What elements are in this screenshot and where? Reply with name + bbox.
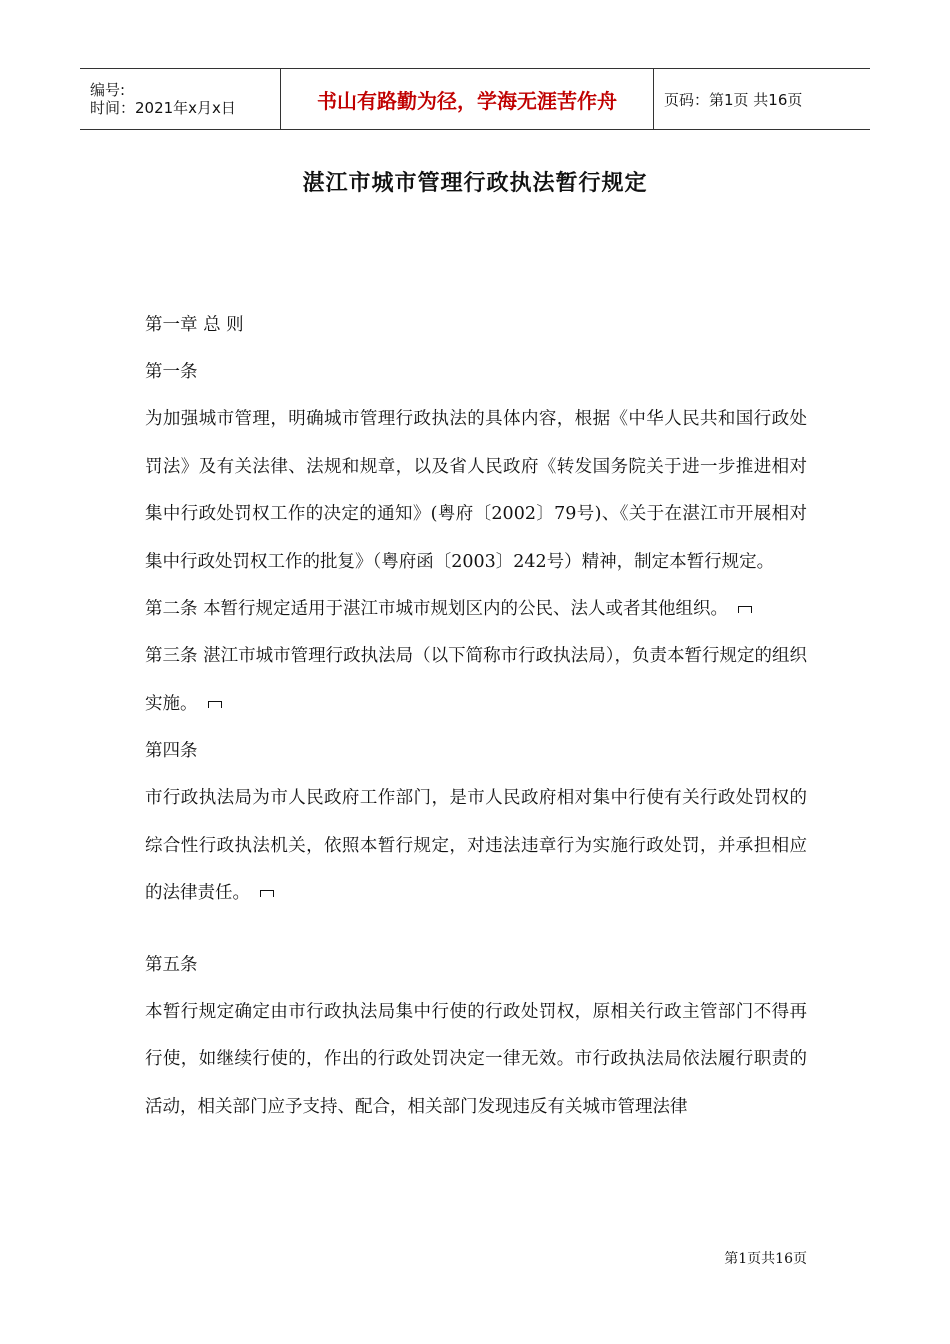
header-page-info: 页码：第1页 共16页 bbox=[664, 90, 803, 109]
article-4-heading: 第四条 bbox=[145, 741, 198, 761]
article-4-text: 市行政执法局为市人民政府工作部门，是市人民政府相对集中行使有关行政处罚权的综合性行政执法机关，依照本暂行规定，对违法违章行为实施行政处罚，并承担相应的法律责任。 bbox=[145, 788, 807, 903]
article-2 bbox=[145, 586, 807, 633]
paragraph-mark-icon bbox=[738, 606, 752, 613]
article-5-text: 本暂行规定确定由市行政执法局集中行使的行政处罚权，原相关行政主管部门不得再行使，如继续行使的，作出的行政处罚决定一律无效。市行政执法局依法履行职责的活动，相关部门应予支持、配合，相关部门发现违反有关城市管理法律 bbox=[145, 1001, 807, 1117]
paragraph-mark-icon bbox=[208, 701, 222, 708]
article-2-text: 第二条 本暂行规定适用于湛江市城市规划区内的公民、法人或者其他组织。 bbox=[145, 599, 729, 619]
article-1-text: 为加强城市管理，明确城市管理行政执法的具体内容，根据《中华人民共和国行政处罚法》及有关法律、法规和规章，以及省人民政府《转发国务院关于进一步推进相对集中行政处罚权工作的决定的通知》(粤府〔2002〕79号)、《关于在湛江市开展相对集中行政处罚权工作的批复》（粤府函〔2003〕242号）精神，制定本暂行规定。 bbox=[145, 409, 807, 572]
header-motto: 书山有路勤为径，学海无涯苦作舟 bbox=[280, 69, 654, 129]
header-meta bbox=[80, 69, 280, 129]
article-3 bbox=[145, 633, 807, 728]
document-title: 湛江市城市管理行政执法暂行规定 bbox=[302, 171, 648, 196]
document-body bbox=[145, 302, 807, 1131]
article-1-heading: 第一条 bbox=[145, 362, 198, 382]
document-number-label: 编号: bbox=[90, 81, 126, 99]
paragraph-gap bbox=[145, 918, 807, 942]
paragraph-mark-icon bbox=[260, 890, 274, 897]
document-header bbox=[80, 68, 870, 130]
article-4 bbox=[145, 775, 807, 918]
chapter-heading: 第一章 总 则 bbox=[145, 315, 244, 335]
page-footer: 第1页共16页 bbox=[724, 1251, 807, 1267]
article-5-heading: 第五条 bbox=[145, 954, 198, 975]
document-time-label: 时间：2021年x月x日 bbox=[90, 99, 236, 117]
article-3-text: 第三条 湛江市城市管理行政执法局（以下简称市行政执法局），负责本暂行规定的组织实施。 bbox=[145, 646, 807, 714]
